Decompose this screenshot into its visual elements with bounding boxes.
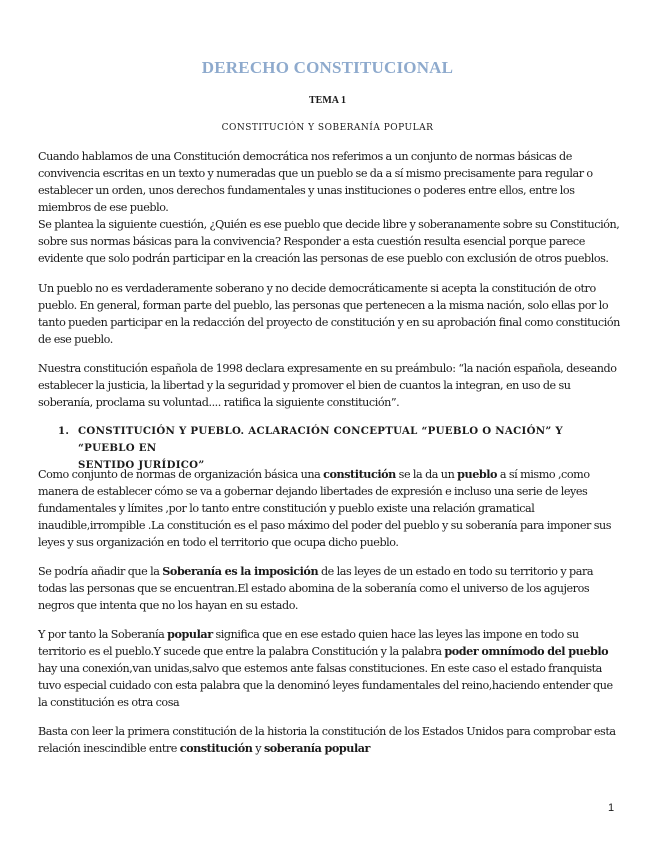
text-line: leyes y sus organización en todo el territorio que ocupa dicho pueblo. [38,536,399,549]
paragraph-6 [38,626,622,711]
text-line: todas las personas que se encuentran.El estado abomina de la soberanía como el universo de los agujeros [38,582,590,595]
paragraph-2 [38,280,622,348]
section-heading [58,423,618,471]
paragraph-5 [38,563,622,614]
tema-label: TEMA 1 [309,95,346,106]
text-line: sobre sus normas básicas para la convivencia? Responder a esta cuestión resulta esencial porque parece [38,235,585,248]
text-line: fundamentales y límites ,por lo tanto entre constitución y pueblo existe una relación gramatical [38,502,535,515]
text-line: Nuestra constitución española de 1998 declara expresamente en su preámbulo: “la nación española, deseando [38,362,617,375]
text-line: tanto pueden participar en la redacción del proyecto de constitución y en su aprobación final como constitución [38,316,620,329]
text-line: Un pueblo no es verdaderamente soberano y no decide democráticamente si acepta la constitución de otro [38,282,596,295]
text-line: establecer la justicia, la libertad y la seguridad y promover el bien de cuantos la integran, en uso de su [38,379,571,392]
paragraph-1 [38,148,622,267]
text-line: manera de establecer cómo se va a gobernar dejando libertades de expresión e incluso una serie de leyes [38,485,588,498]
text-line: la constitución es otra cosa [38,696,180,709]
text-line: Como conjunto de normas de organización básica una constitución se la da un pueblo a sí mismo ,como [38,467,590,481]
bold-term: Soberanía es la imposición [162,564,319,578]
paragraph-3 [38,360,622,411]
heading-line: CONSTITUCIÓN Y PUEBLO. ACLARACIÓN CONCEPTUAL “PUEBLO O NACIÓN” Y “PUEBLO EN [78,425,563,454]
text-line: relación inescindible entre constitución y soberanía popular [38,741,370,755]
text-line: pueblo. En general, forman parte del pueblo, las personas que pertenecen a la misma nación, solo ellas por lo [38,299,609,312]
text-line: Y por tanto la Soberanía popular significa que en ese estado quien hace las leyes las impone en todo su [38,627,579,641]
text-line: negros que intenta que no los hayan en su estado. [38,599,298,612]
bold-term: popular [167,627,213,641]
text-line: Se plantea la siguiente cuestión, ¿Quién es ese pueblo que decide libre y soberanamente sobre su Constitución, [38,218,620,231]
document-title: DERECHO CONSTITUCIONAL [201,58,454,77]
bold-term: pueblo [457,467,498,481]
text-line: soberanía, proclama su voluntad.... ratifica la siguiente constitución”. [38,396,400,409]
text-line: establecer un orden, unos derechos fundamentales y unas instituciones o poderes entre ellos, entre los [38,184,575,197]
page-number: 1 [608,802,615,814]
text-line: Cuando hablamos de una Constitución democrática nos referimos a un conjunto de normas básicas de [38,150,572,163]
text-line: hay una conexión,van unidas,salvo que estemos ante falsas constituciones. En este caso el estado franquista [38,662,602,675]
heading-line: SENTIDO JURÍDICO” [78,459,205,471]
text-line: evidente que solo podrán participar en la creación las personas de ese pueblo con exclusión de otros pueblos. [38,252,609,265]
paragraph-4 [38,466,622,551]
bold-term: poder omnímodo del pueblo [444,644,609,658]
text-line: Se podría añadir que la Soberanía es la imposición de las leyes de un estado en todo su territorio y para [38,564,594,578]
text-line: miembros de ese pueblo. [38,201,169,214]
bold-term: constitución [179,741,253,755]
text-line: inaudible,irrompible .La constitución es el paso máximo del poder del pueblo y su soberanía para imponer sus [38,519,612,532]
text-line: convivencia escritas en un texto y numeradas que un pueblo se da a sí mismo precisamente para regular o [38,167,593,180]
text-line: territorio es el pueblo.Y sucede que entre la palabra Constitución y la palabra poder omnímodo del pueblo [38,644,609,658]
bold-term: soberanía popular [263,741,370,755]
section-number: 1. [58,425,70,437]
text-line: tuvo especial cuidado con esta palabra que la denominó leyes fundamentales del reino,haciendo entender que [38,679,613,692]
text-line: de ese pueblo. [38,333,113,346]
paragraph-7 [38,723,622,757]
bold-term: constitución [323,467,396,481]
document-subtitle: CONSTITUCIÓN Y SOBERANÍA POPULAR [221,123,434,133]
text-line: Basta con leer la primera constitución de la historia la constitución de los Estados Unidos para comprobar esta [38,725,616,738]
